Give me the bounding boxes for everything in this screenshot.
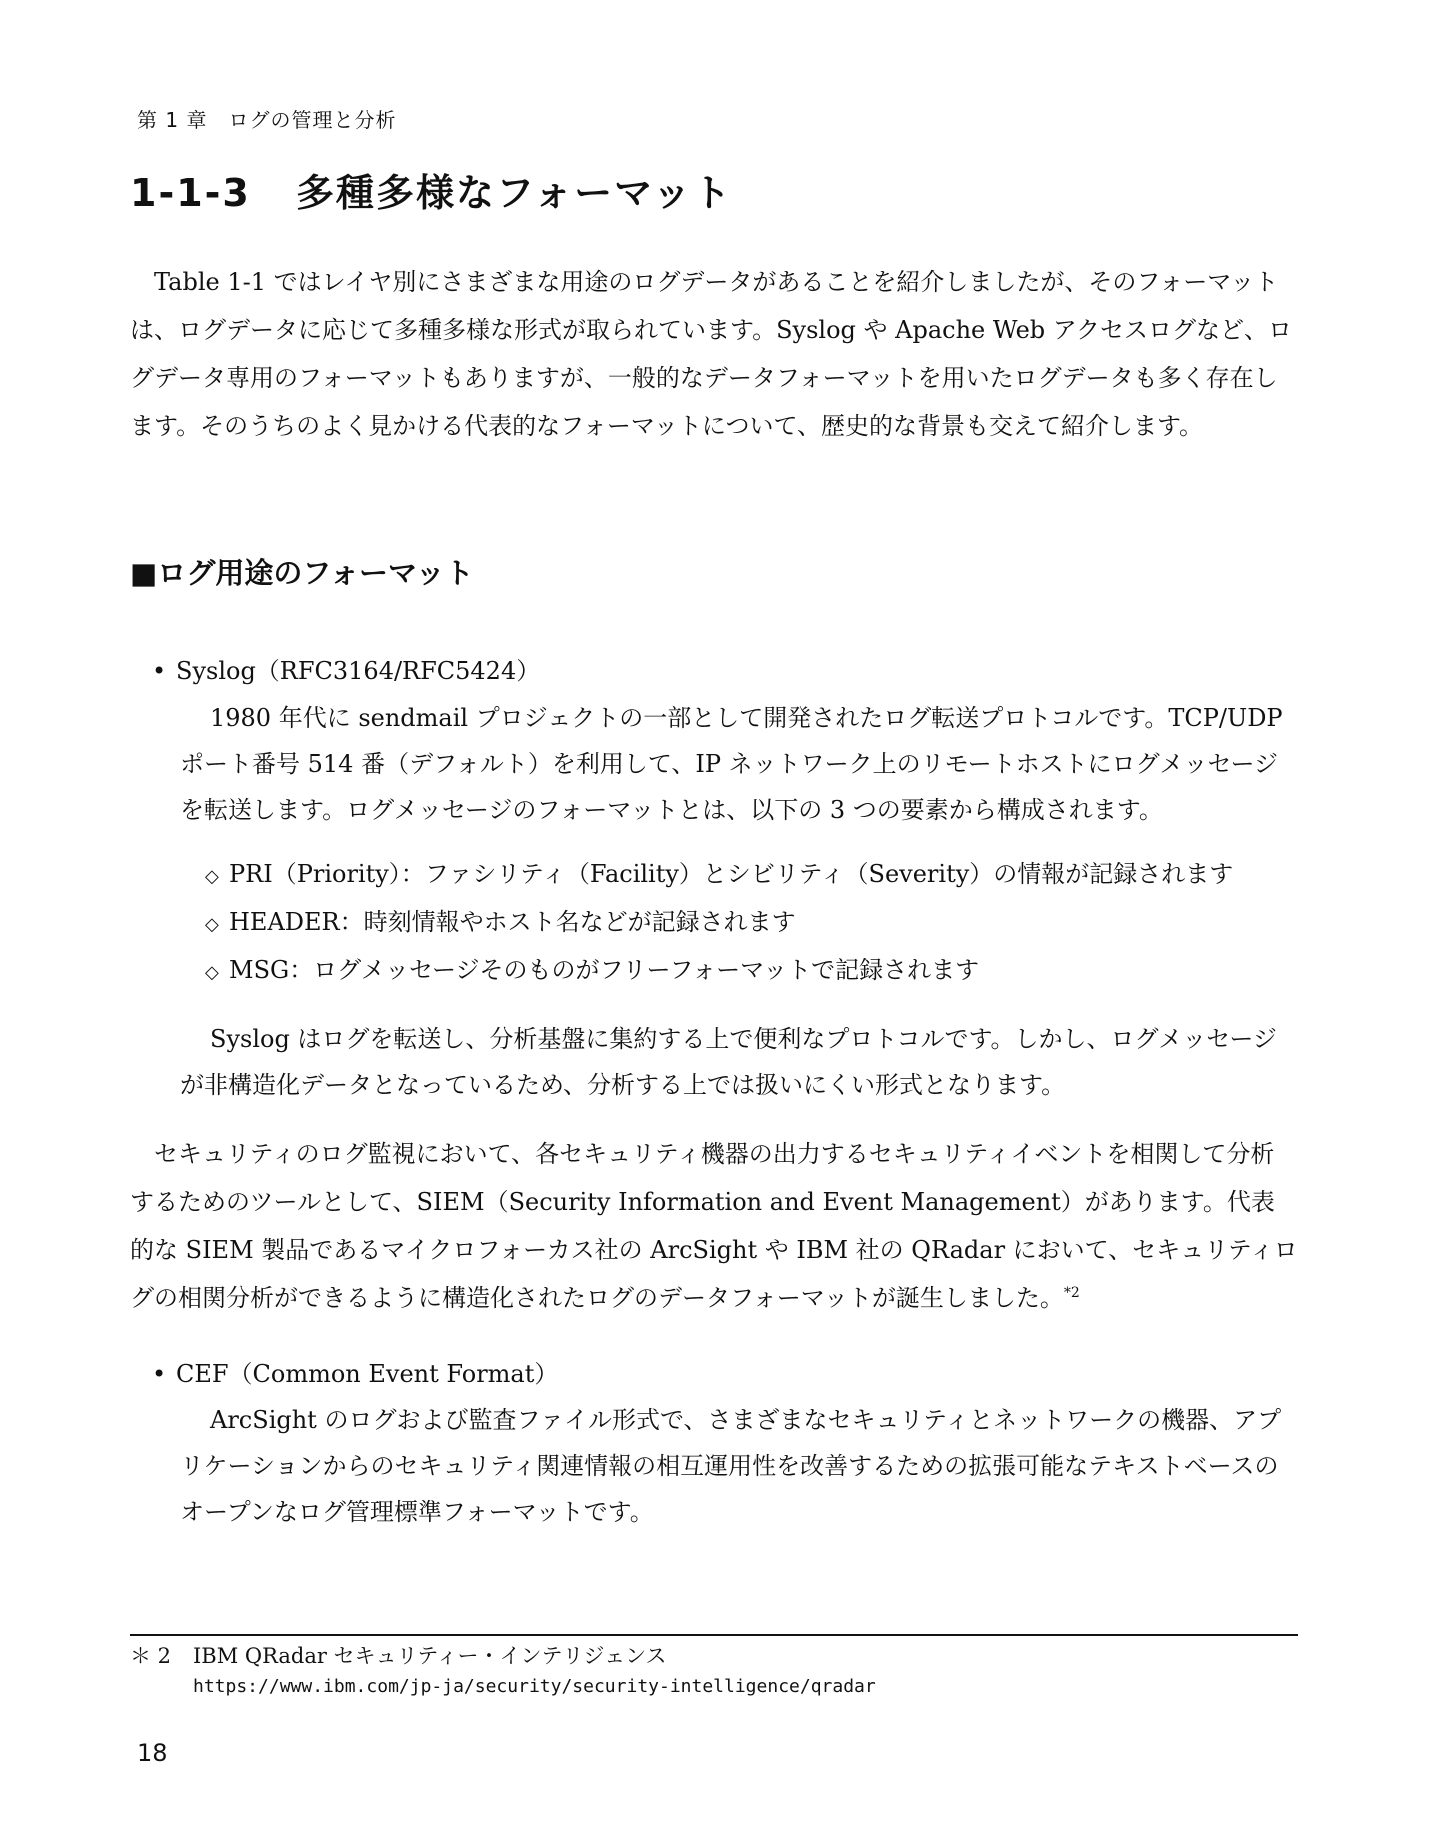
section-number: 1-1-3 xyxy=(130,171,251,215)
cef-title: CEF（Common Event Format） xyxy=(176,1360,559,1388)
diamond-marker: ◇ xyxy=(205,866,219,887)
footnote-divider xyxy=(130,1634,1298,1636)
footnote-text: IBM QRadar セキュリティー・インテリジェンス xyxy=(193,1644,667,1668)
element-text-header: HEADER：時刻情報やホスト名などが記録されます xyxy=(229,908,796,936)
siem-paragraph xyxy=(130,1130,1298,1322)
diamond-marker: ◇ xyxy=(205,914,219,935)
bullet-dot: • xyxy=(152,1360,167,1388)
syslog-note: Syslog はログを転送し、分析基盤に集約する上で便利なプロトコルです。しかし、ログメッセージが非構造化データとなっているため、分析する上では扱いにくい形式となります。 xyxy=(180,1025,1277,1099)
list-item xyxy=(205,850,1233,898)
page-number: 18 xyxy=(137,1739,168,1767)
subheading-log-formats: ■ログ用途のフォーマット xyxy=(130,556,474,590)
list-item xyxy=(205,898,1233,946)
running-head: 第 1 章 ログの管理と分析 xyxy=(137,108,397,132)
section-title-text: 多種多様なフォーマット xyxy=(296,171,733,215)
element-text-pri: PRI（Priority）：ファシリティ（Facility）とシビリティ（Severity）の情報が記録されます xyxy=(229,860,1234,888)
cef-description: ArcSight のログおよび監査ファイル形式で、さまざまなセキュリティとネットワークの機器、アプリケーションからのセキュリティ関連情報の相互運用性を改善するための拡張可能なテキストベースのオープンなログ管理標準フォーマットです。 xyxy=(180,1406,1282,1526)
element-text-msg: MSG：ログメッセージそのものがフリーフォーマットで記録されます xyxy=(229,956,980,984)
diamond-marker: ◇ xyxy=(205,962,219,983)
siem-paragraph-text: セキュリティのログ監視において、各セキュリティ機器の出力するセキュリティイベントを相関して分析するためのツールとして、SIEM（Security Information and Event Management）があります。代表的な SIEM 製品であるマイクロフォーカス社の ArcSight や IBM 社の QRadar において、セキュリティログの相関分析ができるように構造化されたログのデータフォーマットが誕生しました。 xyxy=(130,1140,1298,1312)
syslog-bullet-item xyxy=(152,655,540,687)
footnote-url[interactable]: https://www.ibm.com/jp-ja/security/security-intelligence/qradar xyxy=(193,1676,876,1697)
cef-bullet-item xyxy=(152,1358,558,1390)
intro-paragraph: Table 1-1 ではレイヤ別にさまざまな用途のログデータがあることを紹介しましたが、そのフォーマットは、ログデータに応じて多種多様な形式が取られています。Syslog や Apache Web アクセスログなど、ログデータ専用のフォーマットもありますが、一般的なデータフォーマットを用いたログデータも多く存在します。そのうちのよく見かける代表的なフォーマットについて、歴史的な背景も交えて紹介します。 xyxy=(130,268,1293,440)
syslog-title: Syslog（RFC3164/RFC5424） xyxy=(176,657,541,685)
footnote-reference[interactable]: *2 xyxy=(1063,1285,1080,1301)
syslog-description: 1980 年代に sendmail プロジェクトの一部として開発されたログ転送プロトコルです。TCP/UDP ポート番号 514 番（デフォルト）を利用して、IP ネットワーク上のリモートホストにログメッセージを転送します。ログメッセージのフォーマットとは、以下の 3 つの要素から構成されます。 xyxy=(180,704,1283,824)
footnote-mark: ＊ 2 xyxy=(130,1644,172,1668)
syslog-elements-list xyxy=(205,850,1233,994)
list-item xyxy=(205,946,1233,994)
bullet-dot: • xyxy=(152,657,167,685)
section-title xyxy=(130,162,733,217)
